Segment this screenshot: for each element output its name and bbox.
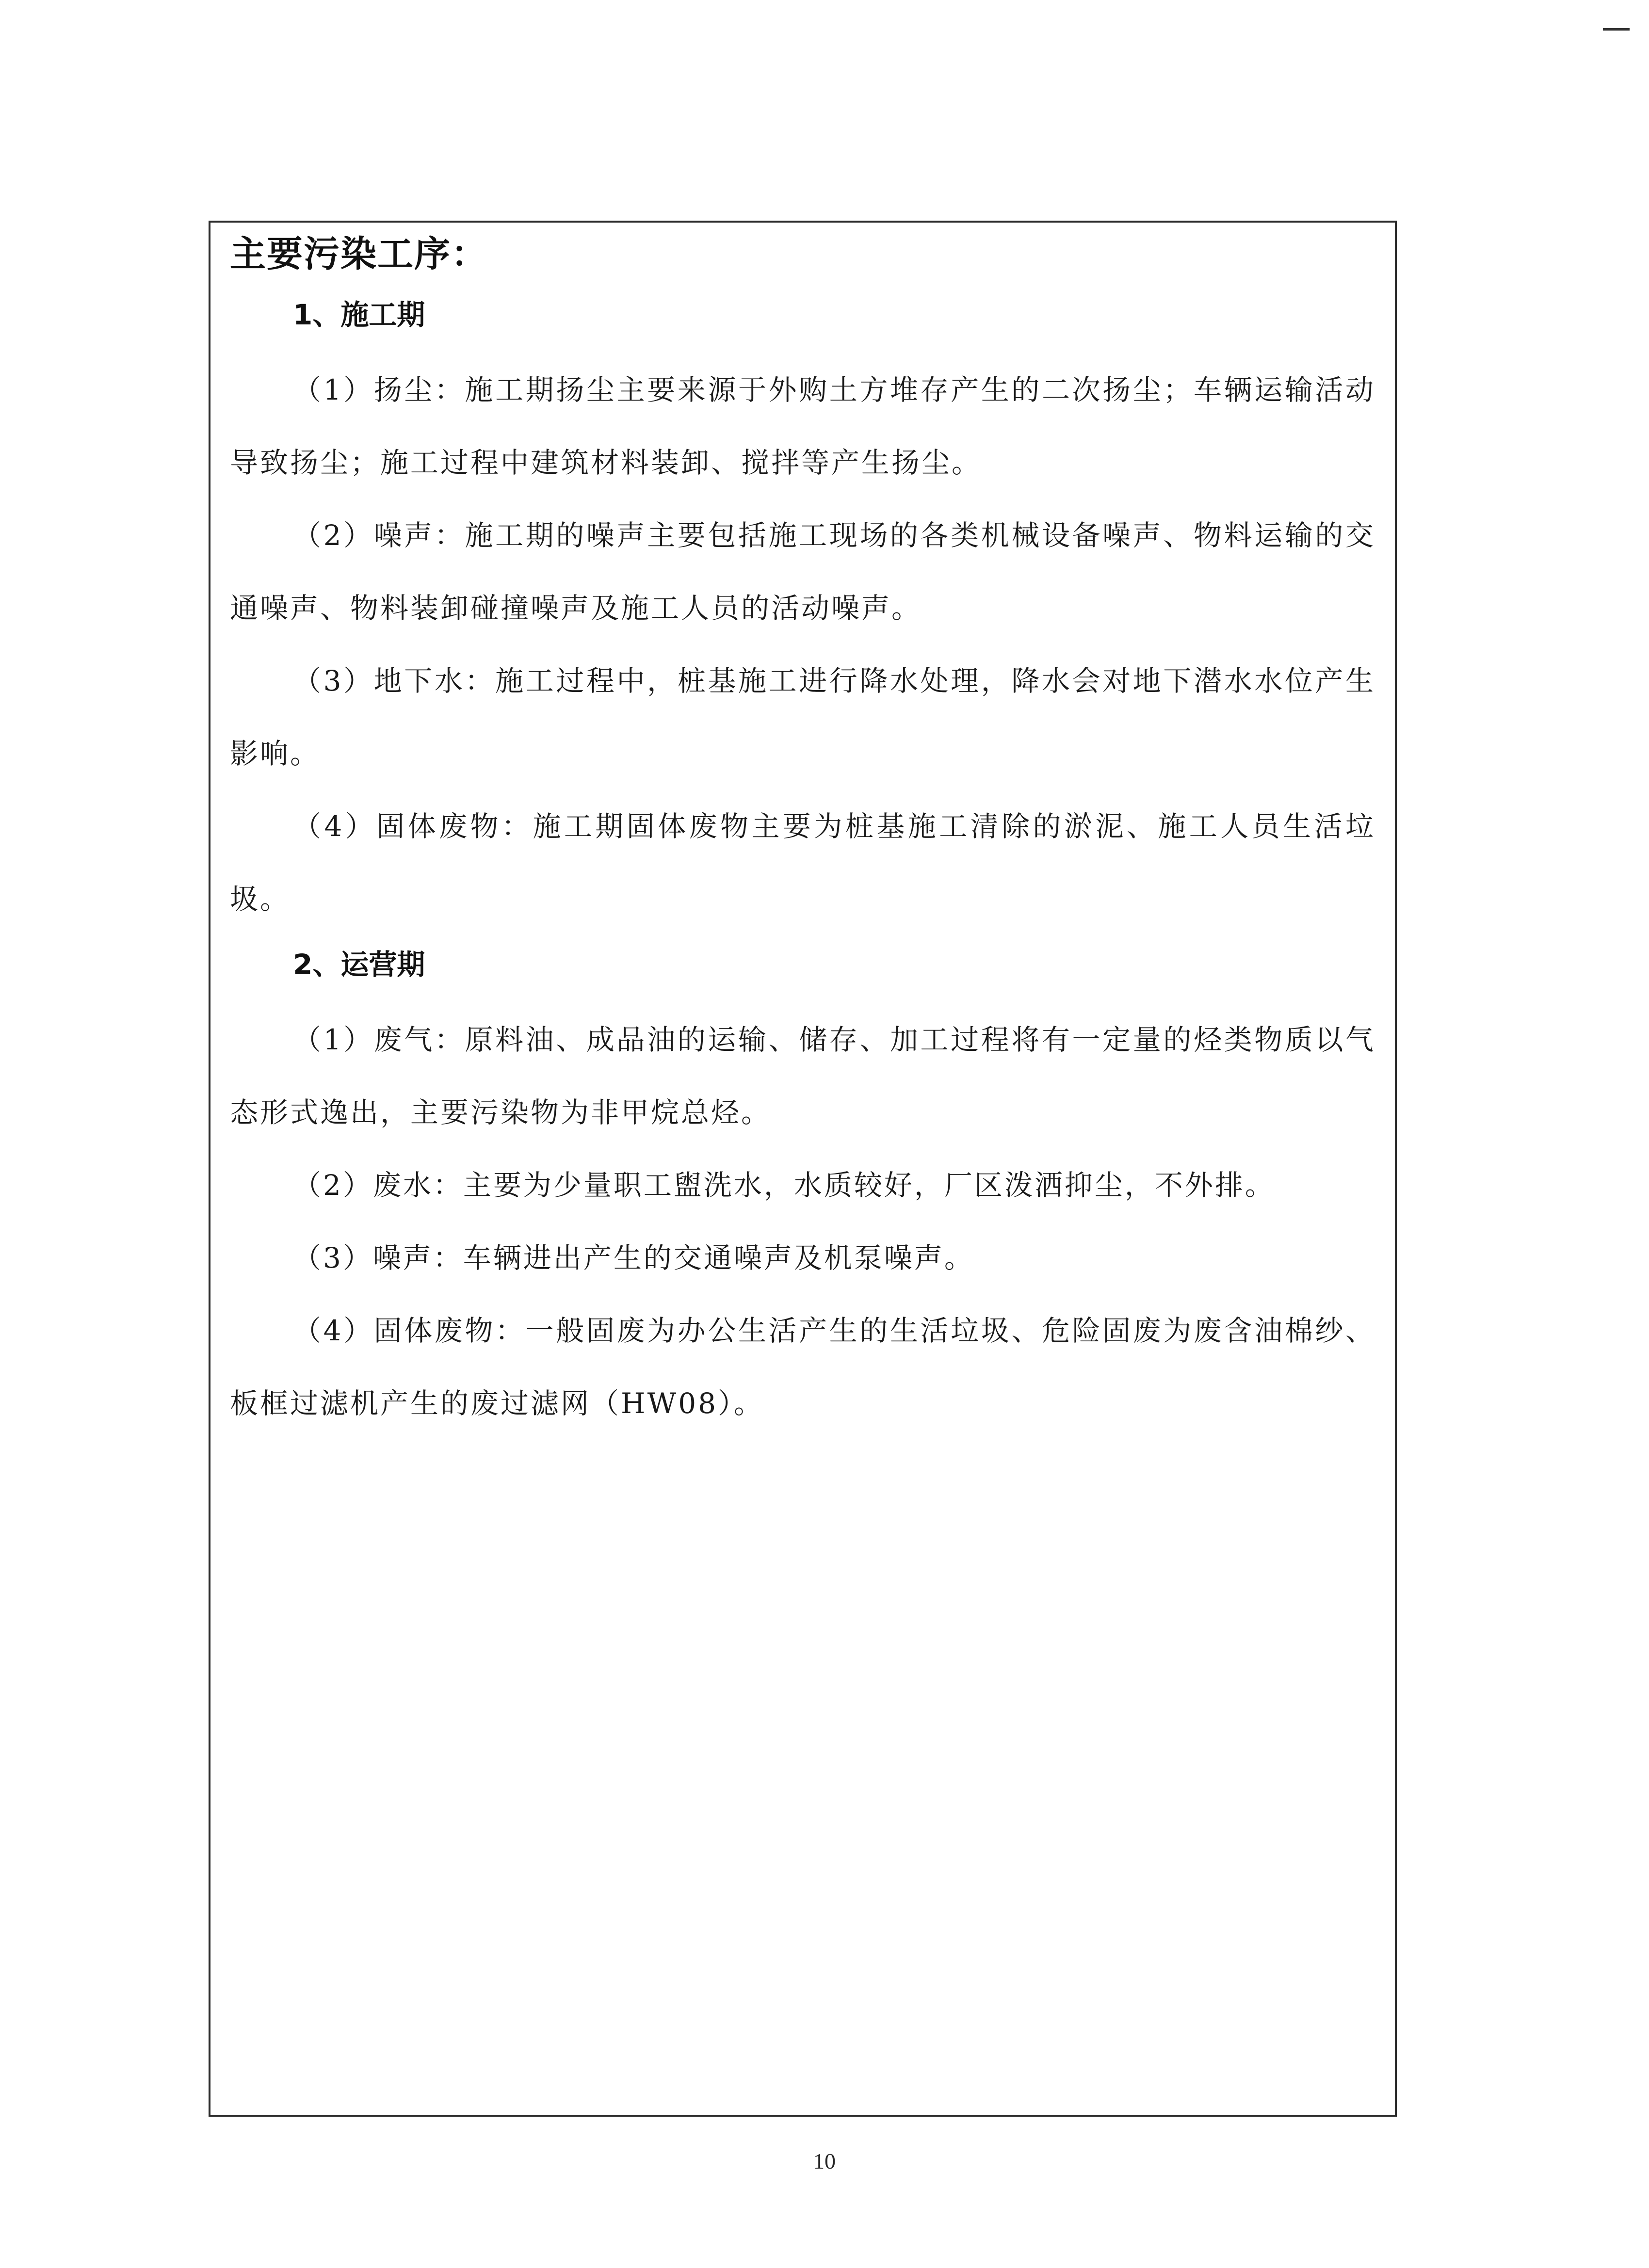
page-number: 10 <box>813 2149 836 2173</box>
paragraph: （3）地下水：施工过程中，桩基施工进行降水处理，降水会对地下潜水水位产生影响。 <box>230 664 1375 770</box>
paragraph: （4）固体废物：一般固废为办公生活产生的生活垃圾、危险固废为废含油棉纱、板框过滤机产生的废过滤网（HW08）。 <box>230 1314 1375 1420</box>
paragraph: （2）废水：主要为少量职工盥洗水，水质较好，厂区泼洒抑尘，不外排。 <box>293 1169 1275 1202</box>
paragraph: （1）废气：原料油、成品油的运输、储存、加工过程将有一定量的烃类物质以气态形式逸出，主要污染物为非甲烷总烃。 <box>230 1023 1375 1129</box>
section-heading: 1、施工期 <box>293 298 425 331</box>
scan-mark <box>1603 28 1630 31</box>
paragraph: （1）扬尘：施工期扬尘主要来源于外购土方堆存产生的二次扬尘；车辆运输活动导致扬尘；施工过程中建筑材料装卸、搅拌等产生扬尘。 <box>230 373 1375 479</box>
paragraph: （2）噪声：施工期的噪声主要包括施工现场的各类机械设备噪声、物料运输的交通噪声、物料装卸碰撞噪声及施工人员的活动噪声。 <box>230 519 1375 625</box>
paragraph: （3）噪声：车辆进出产生的交通噪声及机泵噪声。 <box>293 1241 974 1274</box>
content-body <box>230 227 1375 1440</box>
paragraph: （4）固体废物：施工期固体废物主要为桩基施工清除的淤泥、施工人员生活垃圾。 <box>230 810 1375 916</box>
page-title: 主要污染工序： <box>230 233 488 275</box>
section-operation <box>230 940 1375 1440</box>
section-heading: 2、运营期 <box>293 948 425 981</box>
content-frame <box>209 221 1397 2117</box>
section-construction <box>230 290 1375 935</box>
